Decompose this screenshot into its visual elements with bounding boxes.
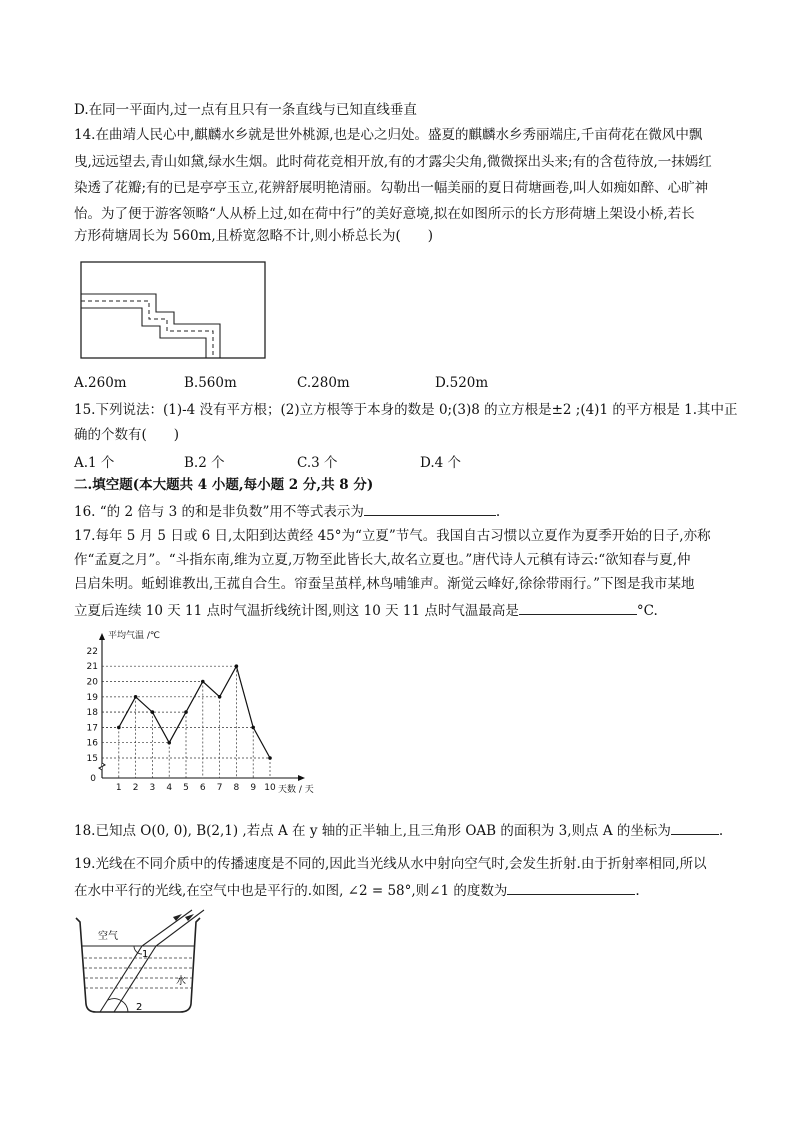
q15-option-b[interactable]: B.2 个 bbox=[184, 455, 225, 471]
pond-bridge-figure bbox=[80, 261, 266, 359]
q15-option-d[interactable]: D.4 个 bbox=[420, 455, 462, 471]
q16-text: 16. “的 2 倍与 3 的和是非负数”用不等式表示为 bbox=[74, 504, 364, 520]
y-axis-arrow bbox=[99, 633, 105, 640]
q17-line: 吕启朱明。蚯蚓谁教出,王菰自合生。帘蚕呈茧样,林鸟哺雏声。渐觉云峰好,徐徐带雨行。”下图是我市某地 bbox=[74, 576, 695, 592]
y-tick-label: 17 bbox=[86, 723, 98, 734]
air-label: 空气 bbox=[98, 931, 118, 942]
x-tick-label: 7 bbox=[216, 783, 223, 793]
q14-option-a[interactable]: A.260m bbox=[74, 375, 127, 391]
data-point bbox=[218, 695, 222, 699]
q15-line: 确的个数有( ) bbox=[74, 427, 180, 443]
temperature-line-chart bbox=[80, 628, 330, 803]
q18-end: . bbox=[718, 823, 724, 839]
y-tick-label: 18 bbox=[86, 708, 98, 719]
x-tick-label: 10 bbox=[264, 783, 276, 793]
q14-line: 14.在曲靖人民心中,麒麟水乡就是世外桃源,也是心之归处。盛夏的麒麟水乡秀丽端庄,千亩荷花在微风中飘 bbox=[74, 127, 703, 143]
q14-option-d[interactable]: D.520m bbox=[435, 375, 489, 391]
angle-2-label: 2 bbox=[136, 1002, 143, 1013]
x-axis-arrow bbox=[298, 775, 305, 781]
q18-text: 18.已知点 O(0, 0), B(2,1) ,若点 A 在 y 轴的正半轴上,且三角形 OAB 的面积为 3,则点 A 的坐标为 bbox=[74, 823, 671, 839]
x-tick-label: 8 bbox=[233, 783, 240, 793]
x-tick-label: 5 bbox=[183, 783, 189, 793]
q15-line: 15.下列说法：(1)-4 没有平方根；(2)立方根等于本身的数是 0;(3)8 的立方根是±2 ;(4)1 的平方根是 1.其中正 bbox=[74, 402, 738, 418]
y-tick-label: 19 bbox=[86, 692, 98, 703]
x-tick-label: 9 bbox=[250, 783, 257, 793]
q16-end: . bbox=[495, 504, 501, 520]
x-tick-label: 4 bbox=[166, 783, 173, 793]
q15-option-c[interactable]: C.3 个 bbox=[297, 455, 338, 471]
y-tick-label: 15 bbox=[86, 754, 98, 764]
x-tick-label: 3 bbox=[149, 783, 156, 793]
data-point bbox=[201, 680, 205, 684]
y-tick-label: 20 bbox=[86, 677, 98, 688]
q19-last-line bbox=[74, 880, 640, 900]
data-point bbox=[117, 726, 121, 730]
q16 bbox=[74, 501, 500, 521]
q14-line: 染透了花瓣;有的已是亭亭玉立,花辨舒展明艳清丽。勾勒出一幅美丽的夏日荷塘画卷,叫人如痴如醉、心旷神 bbox=[74, 180, 709, 196]
y-tick-label: 22 bbox=[86, 646, 98, 657]
q13-option-d: D.在同一平面内,过一点有且只有一条直线与已知直线垂直 bbox=[74, 102, 417, 118]
q14-line: 曳,远远望去,青山如黛,绿水生烟。此时荷花竞相开放,有的才露尖尖角,微微探出头来;有的含苞待放,一抹嫣红 bbox=[74, 154, 712, 170]
x-axis-label: 天数 / 天 bbox=[278, 785, 314, 795]
q14-line: 怡。为了便于游客领略“人从桥上过,如在荷中行”的美好意境,拟在如图所示的长方形荷塘上架设小桥,若长 bbox=[74, 206, 695, 222]
q18-answer-blank[interactable] bbox=[671, 820, 719, 835]
q19-line: 19.光线在不同介质中的传播速度是不同的,因此当光线从水中射向空气时,会发生折射.由于折射率相同,所以 bbox=[74, 856, 707, 872]
data-point bbox=[134, 695, 138, 699]
data-point bbox=[184, 710, 188, 714]
x-tick-label: 2 bbox=[132, 783, 139, 793]
data-point bbox=[251, 726, 255, 730]
data-point bbox=[151, 710, 155, 714]
x-tick-label: 6 bbox=[199, 783, 206, 793]
q17-answer-blank[interactable] bbox=[519, 600, 637, 615]
q17-line: 17.每年 5 月 5 日或 6 日,太阳到达黄经 45°为“立夏”节气。我国自古习惯以立夏作为夏季开始的日子,亦称 bbox=[74, 528, 711, 544]
data-point bbox=[268, 756, 272, 760]
angle-1-label: 1 bbox=[142, 949, 149, 960]
q19-end: . bbox=[635, 883, 640, 899]
q15-option-a[interactable]: A.1 个 bbox=[74, 455, 115, 471]
section-heading: 二.填空题(本大题共 4 小题,每小题 2 分,共 8 分) bbox=[74, 477, 374, 493]
y-axis-label: 平均气温 /℃ bbox=[108, 631, 161, 641]
temperature-line bbox=[119, 666, 270, 758]
q18 bbox=[74, 820, 723, 840]
q17-line: 作“孟夏之月”。“斗指东南,维为立夏,万物至此皆长大,故名立夏也。”唐代诗人元稹有诗云:“欲知春与夏,仲 bbox=[74, 552, 691, 568]
x-tick-label: 1 bbox=[115, 783, 122, 793]
q19-text: 在水中平行的光线,在空气中也是平行的.如图, ∠2 = 58°,则∠1 的度数为 bbox=[74, 883, 508, 899]
q17-last-line bbox=[74, 600, 658, 620]
y-tick-label: 21 bbox=[86, 662, 98, 673]
q17-unit: °C. bbox=[636, 603, 658, 619]
q17-text: 立夏后连续 10 天 11 点时气温折线统计图,则这 10 天 11 点时气温最高是 bbox=[74, 603, 519, 619]
q19-answer-blank[interactable] bbox=[507, 880, 635, 895]
q14-option-b[interactable]: B.560m bbox=[184, 375, 237, 391]
data-point bbox=[167, 741, 171, 745]
origin-label: 0 bbox=[90, 774, 96, 784]
data-point bbox=[235, 664, 239, 668]
axis-break bbox=[99, 763, 105, 770]
y-tick-label: 16 bbox=[86, 738, 98, 749]
refraction-beaker-figure bbox=[72, 908, 212, 1016]
q14-line: 方形荷塘周长为 560m,且桥宽忽略不计,则小桥总长为( ) bbox=[74, 228, 433, 244]
q16-answer-blank[interactable] bbox=[364, 501, 496, 516]
water-label: 水 bbox=[176, 976, 186, 987]
q14-option-c[interactable]: C.280m bbox=[297, 375, 350, 391]
